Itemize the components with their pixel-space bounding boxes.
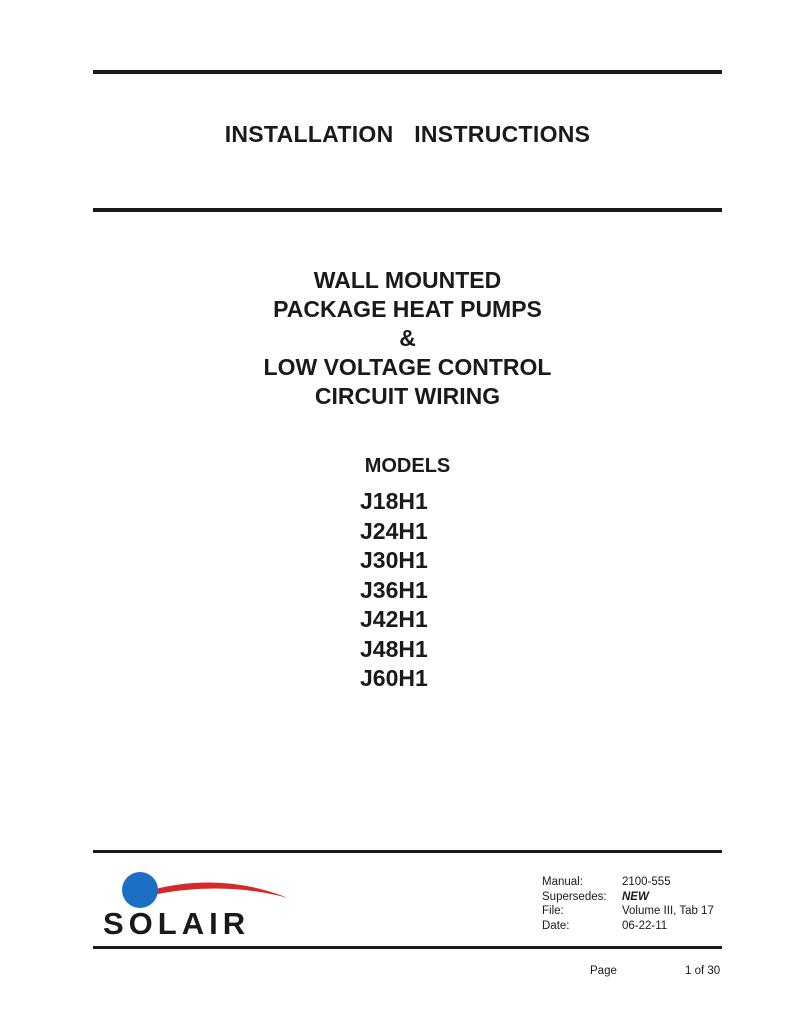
footer-top-rule [93,850,722,853]
document-info-table [542,875,714,933]
solair-logo [103,870,293,940]
model-item: J36H1 [360,576,428,603]
title-line: CIRCUIT WIRING [314,383,501,409]
page-number: 1 of 30 [685,965,721,977]
document-type-heading: INSTALLATION INSTRUCTIONS [224,121,591,147]
model-item: J24H1 [360,517,428,544]
header-bottom-rule [93,208,722,212]
models-heading: MODELS [364,455,451,477]
logo-text: SOLAIR [103,906,251,940]
product-title [93,266,722,411]
doc-info-row [542,890,714,905]
manual-label: Manual: [542,876,583,888]
page-label: Page [590,965,617,977]
model-item: J30H1 [360,547,428,573]
logo-dot [122,872,158,908]
doc-info-row [542,904,714,919]
doc-info-row [542,875,714,890]
file-label: File: [542,905,564,918]
date-label: Date: [542,919,570,932]
supersedes-value: NEW [622,890,649,903]
model-item: J42H1 [360,606,428,632]
footer-bottom-rule [93,946,722,949]
doc-info-row [542,919,714,934]
model-list [360,487,428,694]
manual-value: 2100-555 [622,876,671,888]
title-line: LOW VOLTAGE CONTROL [263,354,552,380]
title-line: PACKAGE HEAT PUMPS [273,296,542,322]
title-line: WALL MOUNTED [313,267,502,293]
date-value: 06-22-11 [622,919,668,932]
model-item: J18H1 [360,488,428,514]
model-item: J60H1 [360,665,428,691]
file-value: Volume III, Tab 17 [622,905,714,918]
top-rule [93,70,722,74]
model-item: J48H1 [360,635,428,662]
supersedes-label: Supersedes: [542,890,607,903]
title-line: & [399,325,416,351]
